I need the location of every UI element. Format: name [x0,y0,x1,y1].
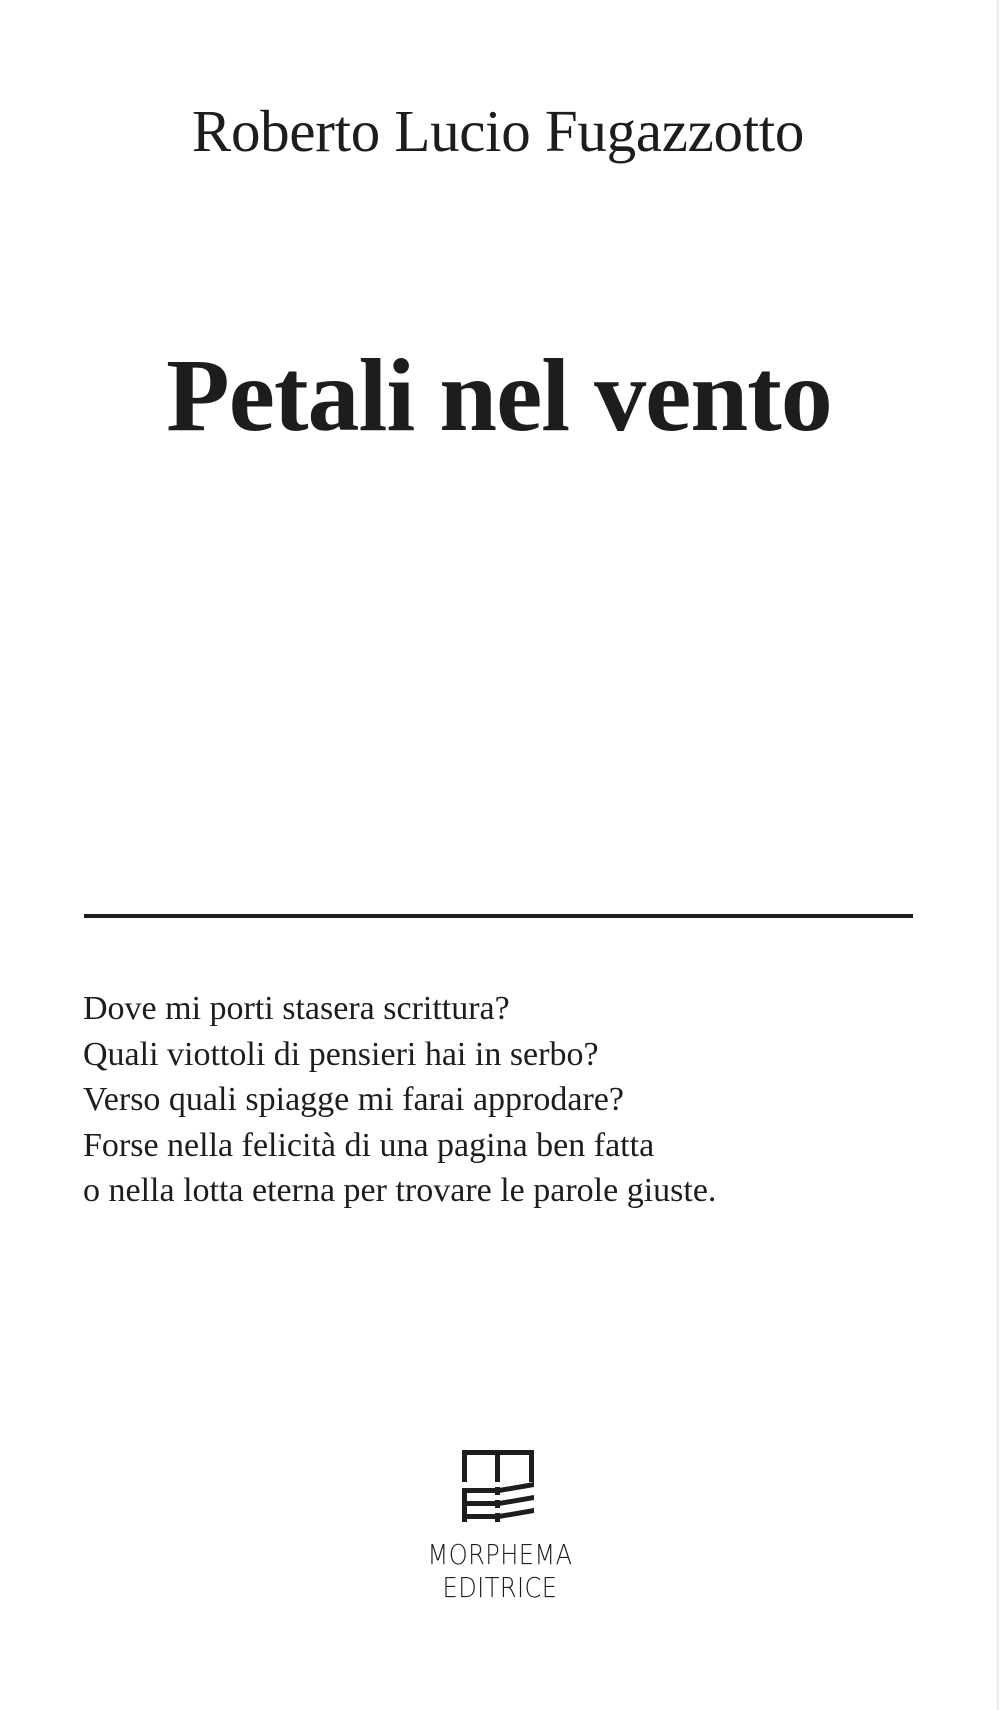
book-author [0,96,1000,166]
page-edge [997,0,999,1710]
book-title [0,336,1000,456]
excerpt-line: Verso quali spiagge mi farai approdare? [83,1081,624,1118]
title-text: Petali nel vento [166,338,832,453]
excerpt-line: o nella lotta eterna per trovare le parole giuste. [83,1172,717,1209]
publisher-subtitle: EDITRICE [442,1571,558,1604]
excerpt-line: Quali viottoli di pensieri hai in serbo? [83,1035,599,1073]
excerpt-line: Dove mi porti stasera scrittura? [83,990,510,1027]
publisher-name: MORPHEMA [427,1538,573,1571]
author-name: Roberto Lucio Fugazzotto [191,98,805,164]
back-cover-excerpt [83,986,943,1214]
book-logo-icon [462,1450,536,1524]
divider-rule [84,914,913,918]
publisher-logo [400,1450,600,1604]
excerpt-line: Forse nella felicità di una pagina ben fatta [83,1126,655,1164]
